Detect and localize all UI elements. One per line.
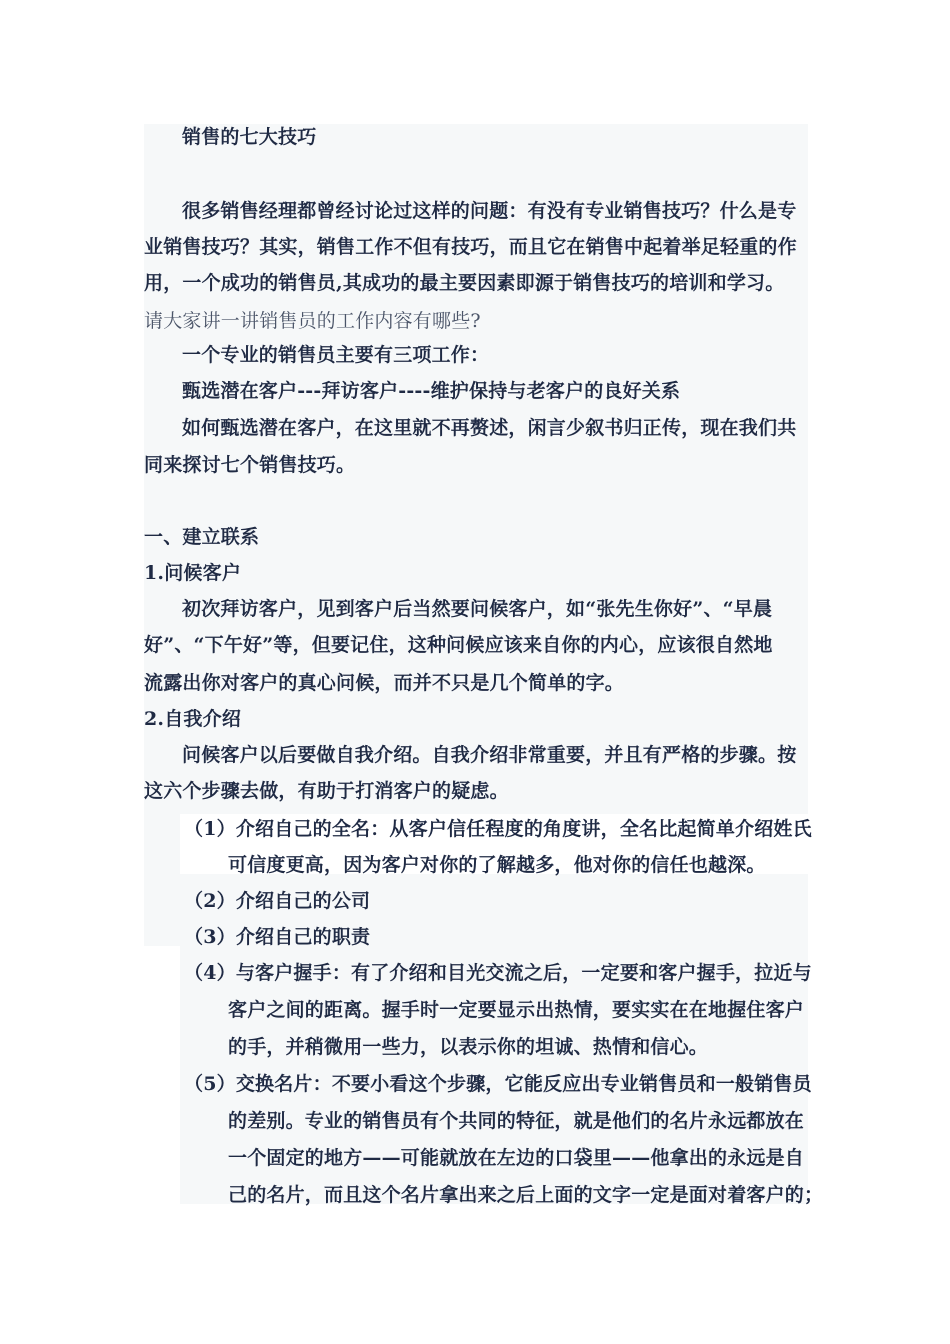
step-4-line-3: 的手，并稍微用一些力，以表示你的坦诚、热情和信心。	[228, 1036, 709, 1058]
three-tasks-list: 甄选潜在客户---拜访客户----维护保持与老客户的良好关系	[182, 380, 681, 402]
intro-line-1: 很多销售经理都曾经讨论过这样的问题：有没有专业销售技巧？什么是专	[182, 200, 797, 222]
intro-line-3: 用，一个成功的销售员,其成功的最主要因素即源于销售技巧的培训和学习。	[144, 272, 785, 294]
greet-line-2: 好”、“下午好”等，但要记住，这种问候应该来自你的内心，应该很自然地	[144, 634, 773, 656]
step-5-line-1: （5）交换名片：不要小看这个步骤，它能反应出专业销售员和一般销售员	[184, 1073, 812, 1095]
transition-line-1: 如何甄选潜在客户，在这里就不再赘述，闲言少叙书归正传，现在我们共	[182, 417, 797, 439]
question-line: 请大家讲一讲销售员的工作内容有哪些?	[144, 310, 481, 332]
step-4-line-2: 客户之间的距离。握手时一定要显示出热情，要实实在在地握住客户	[228, 999, 805, 1021]
subheading-self-intro: 2.自我介绍	[144, 708, 242, 730]
greet-line-1: 初次拜访客户，见到客户后当然要问候客户，如“张先生你好”、“早晨	[182, 598, 773, 620]
step-5-line-3: 一个固定的地方——可能就放在左边的口袋里——他拿出的永远是自	[228, 1147, 805, 1169]
self-intro-line-1: 问候客户以后要做自我介绍。自我介绍非常重要，并且有严格的步骤。按	[182, 744, 797, 766]
self-intro-line-2: 这六个步骤去做，有助于打消客户的疑虑。	[144, 780, 509, 802]
step-5-line-4: 己的名片，而且这个名片拿出来之后上面的文字一定是面对着客户的；	[228, 1184, 824, 1206]
subheading-greet: 1.问候客户	[144, 562, 242, 584]
step-1-line-2: 可信度更高，因为客户对你的了解越多，他对你的信任也越深。	[228, 854, 766, 876]
section-heading-1: 一、建立联系	[144, 526, 260, 548]
step-4-line-1: （4）与客户握手：有了介绍和目光交流之后，一定要和客户握手，拉近与	[184, 962, 812, 984]
document-title: 销售的七大技巧	[182, 126, 317, 148]
transition-line-2: 同来探讨七个销售技巧。	[144, 454, 356, 476]
three-tasks-lead: 一个专业的销售员主要有三项工作：	[182, 344, 490, 366]
step-2-line-1: （2）介绍自己的公司	[184, 890, 371, 912]
greet-line-3: 流露出你对客户的真心问候，而并不只是几个简单的字。	[144, 672, 625, 694]
step-3-line-1: （3）介绍自己的职责	[184, 926, 371, 948]
shade-band-left	[144, 814, 180, 874]
intro-line-2: 业销售技巧？其实，销售工作不但有技巧，而且它在销售中起着举足轻重的作	[144, 236, 797, 258]
step-5-line-2: 的差别。专业的销售员有个共同的特征，就是他们的名片永远都放在	[228, 1110, 805, 1132]
step-1-line-1: （1）介绍自己的全名：从客户信任程度的角度讲，全名比起简单介绍姓氏	[184, 818, 812, 840]
